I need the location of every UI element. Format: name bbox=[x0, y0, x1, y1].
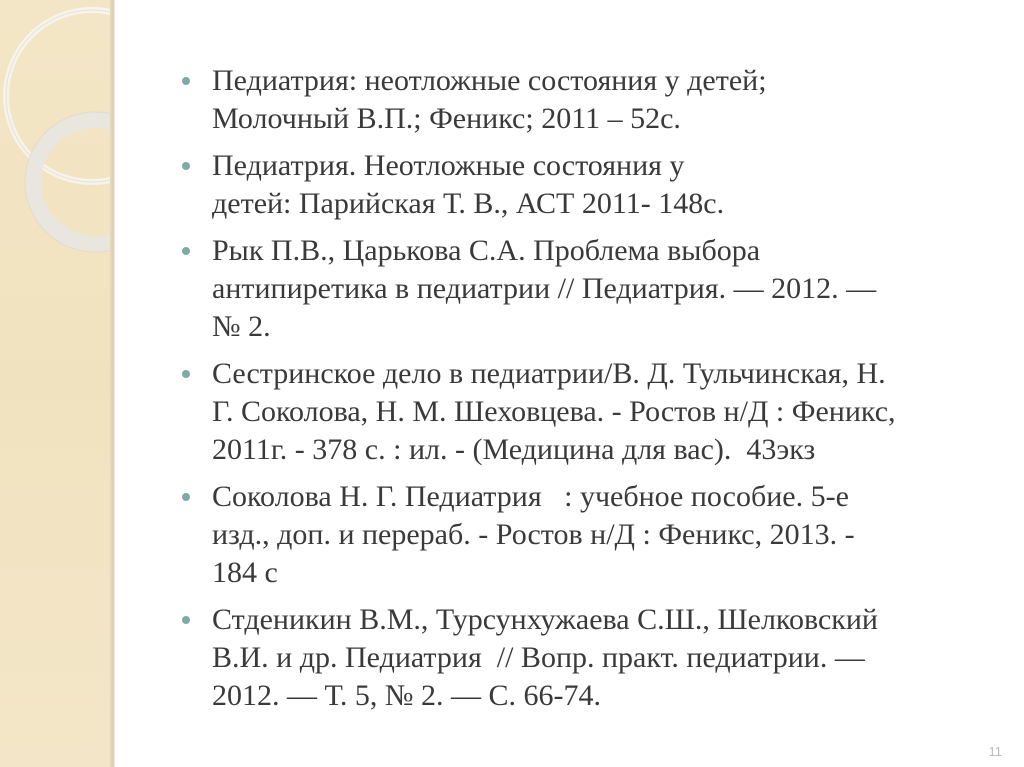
references-content bbox=[178, 62, 978, 724]
reference-item bbox=[178, 601, 978, 715]
reference-line: Соколова Н. Г. Педиатрия : учебное пособие. 5-е bbox=[212, 480, 849, 513]
reference-line: № 2. bbox=[212, 310, 271, 343]
reference-line: Сестринское дело в педиатрии/В. Д. Тульчинская, Н. bbox=[212, 357, 886, 390]
decorative-rings-icon bbox=[0, 0, 114, 767]
reference-line: Педиатрия. Неотложные состояния у bbox=[212, 149, 685, 182]
reference-line: детей: Парийская Т. В., АСТ 2011- 148с. bbox=[212, 187, 725, 220]
bullet-icon bbox=[182, 493, 190, 501]
reference-item bbox=[178, 355, 978, 469]
reference-item bbox=[178, 147, 978, 223]
reference-line: изд., доп. и перераб. - Ростов н/Д : Феникс, 2013. - bbox=[212, 518, 855, 551]
reference-line: антипиретика в педиатрии // Педиатрия. — 2012. — bbox=[212, 272, 877, 305]
reference-line: Педиатрия: неотложные состояния у детей; bbox=[212, 64, 767, 97]
bullet-icon bbox=[182, 370, 190, 378]
reference-item bbox=[178, 62, 978, 138]
reference-line: 184 с bbox=[212, 556, 278, 589]
reference-line: 2011г. - 378 с. : ил. - (Медицина для вас). 43экз bbox=[212, 433, 816, 466]
sidebar-divider bbox=[110, 0, 115, 767]
page-number: 11 bbox=[988, 744, 1002, 759]
reference-line: 2012. — Т. 5, № 2. — С. 66-74. bbox=[212, 679, 601, 712]
reference-list bbox=[178, 62, 978, 715]
reference-line: Г. Соколова, Н. М. Шеховцева. - Ростов н/Д : Феникс, bbox=[212, 395, 896, 428]
reference-line: Стденикин В.М., Турсунхужаева С.Ш., Шелковский bbox=[212, 603, 878, 636]
reference-line: Рык П.В., Царькова С.А. Проблема выбора bbox=[212, 234, 761, 267]
reference-item bbox=[178, 232, 978, 346]
decorative-sidebar bbox=[0, 0, 114, 767]
bullet-icon bbox=[182, 247, 190, 255]
reference-line: Молочный В.П.; Феникс; 2011 – 52с. bbox=[212, 102, 681, 135]
bullet-icon bbox=[182, 162, 190, 170]
reference-line: В.И. и др. Педиатрия // Вопр. практ. педиатрии. — bbox=[212, 641, 865, 674]
bullet-icon bbox=[182, 77, 190, 85]
bullet-icon bbox=[182, 616, 190, 624]
reference-item bbox=[178, 478, 978, 592]
